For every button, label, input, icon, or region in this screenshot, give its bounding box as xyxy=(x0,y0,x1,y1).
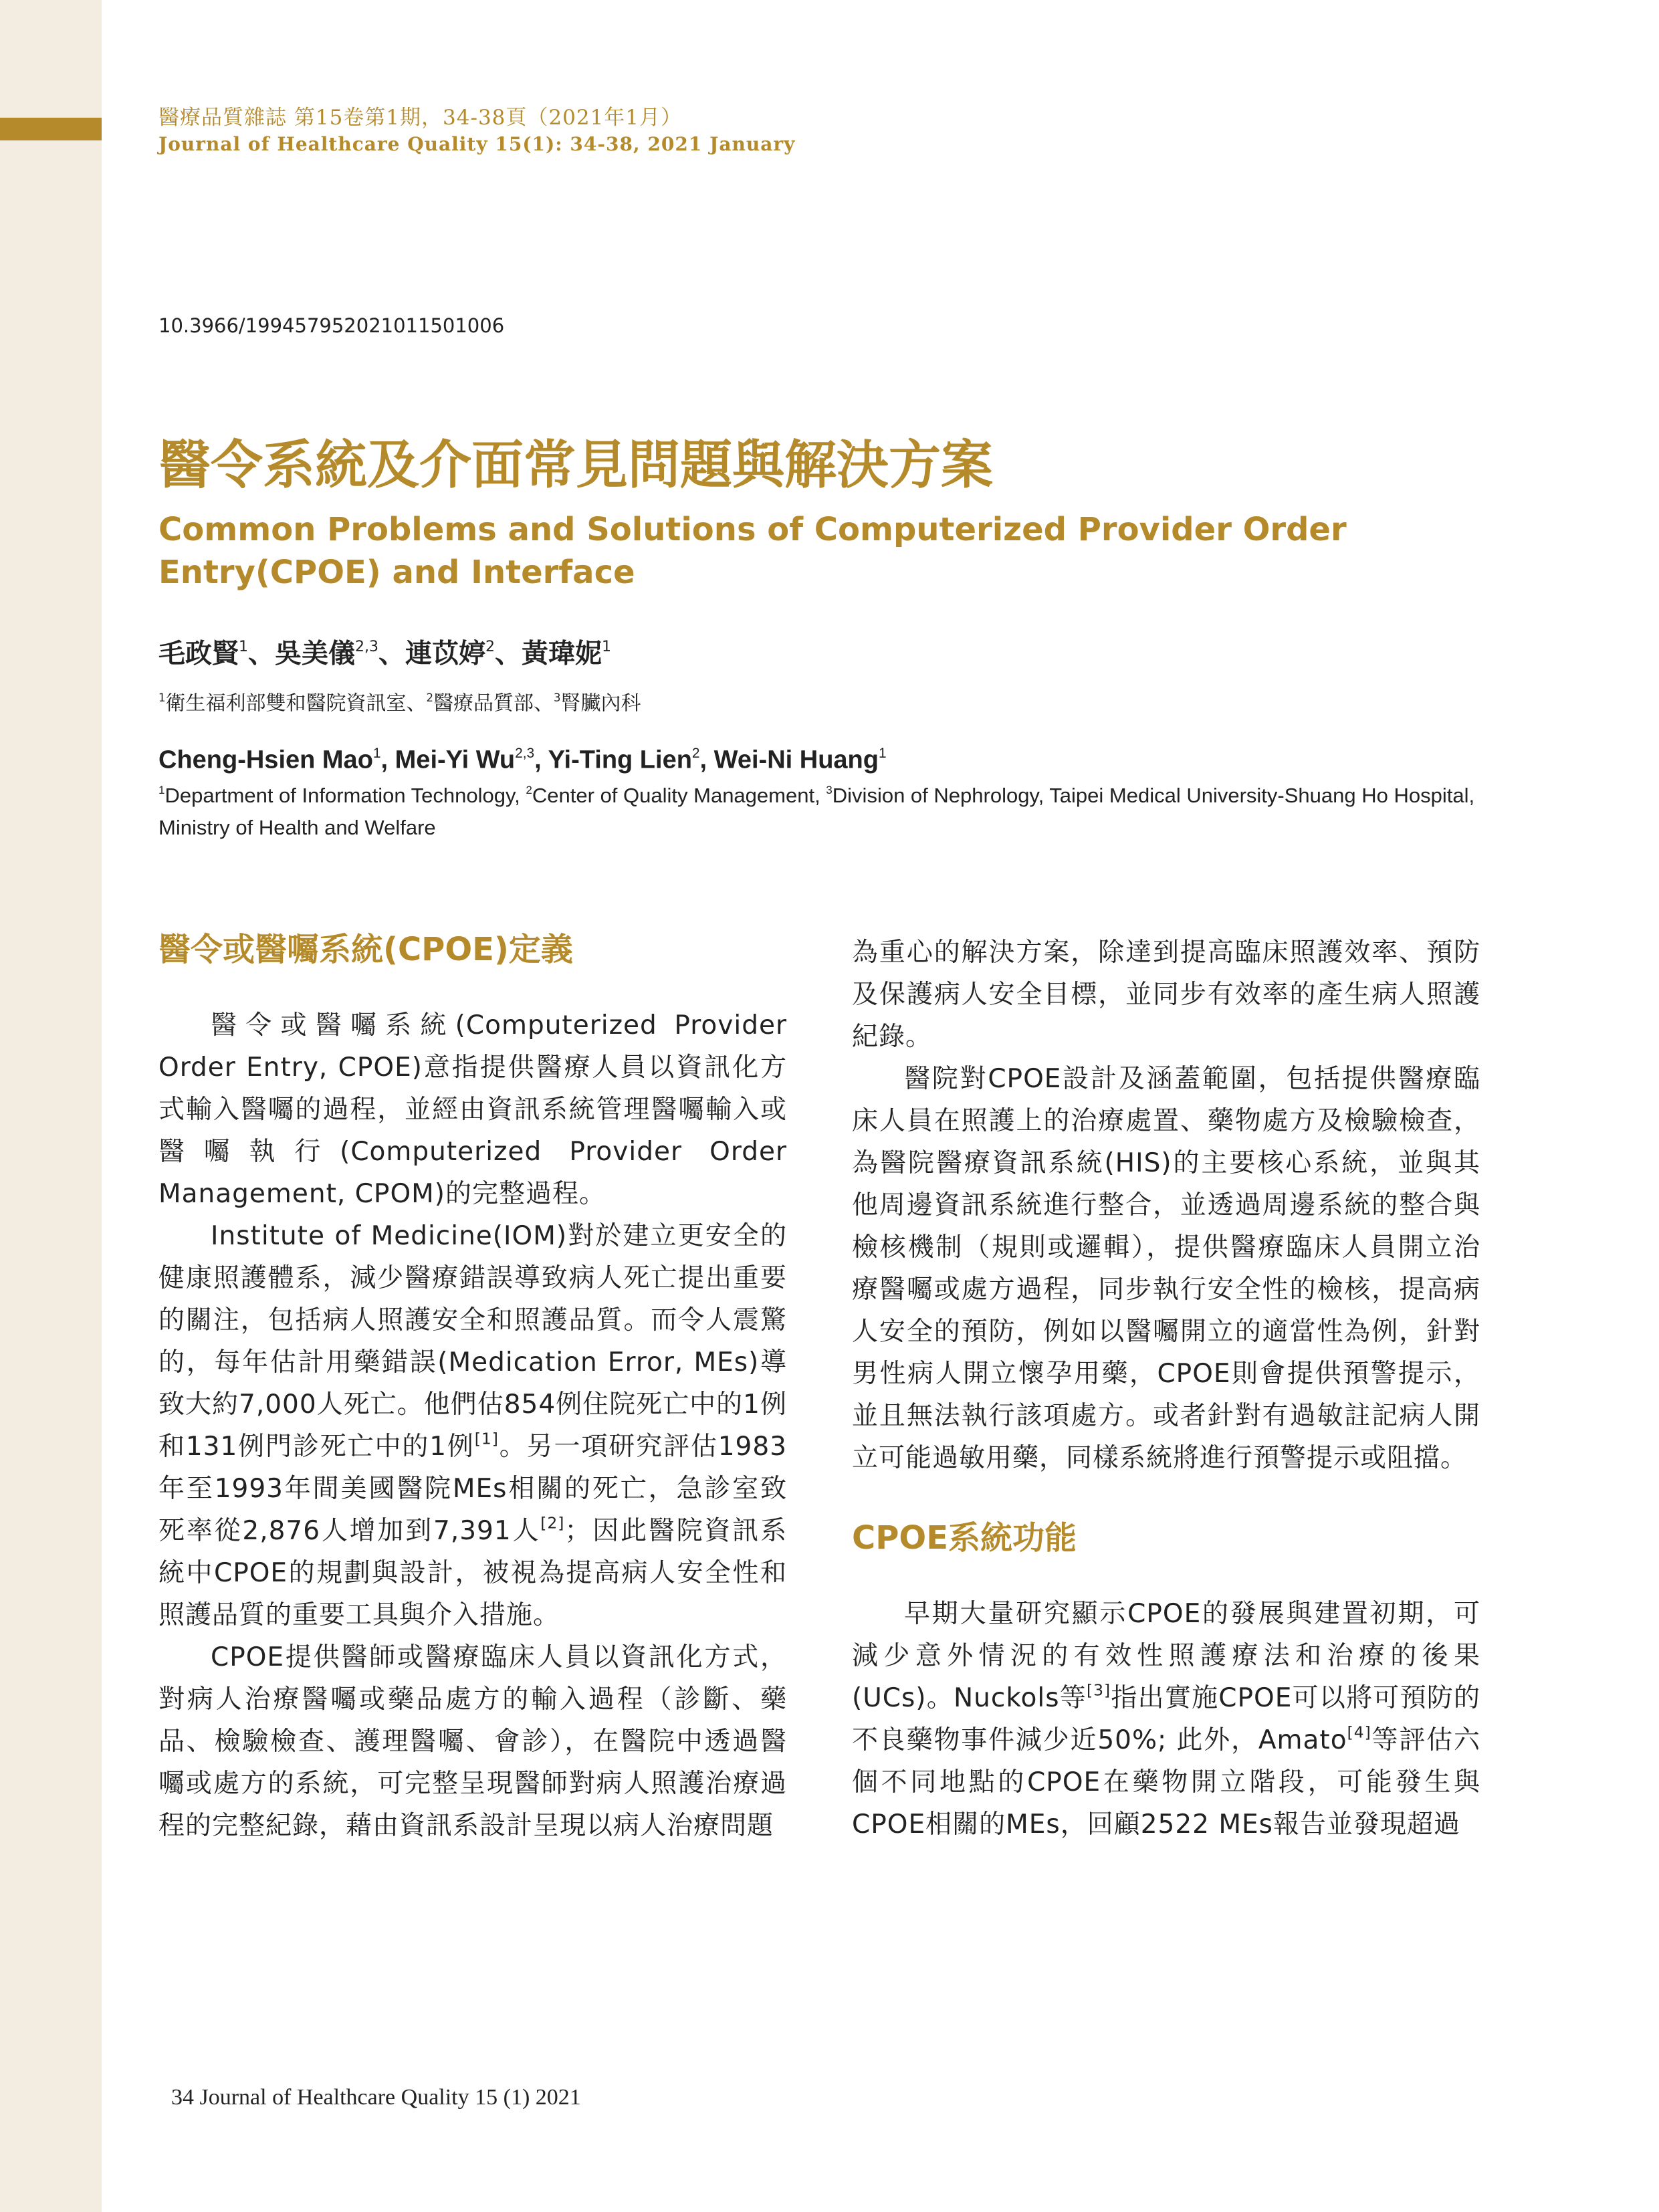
journal-citation-zh: 醫療品質雜誌 第15卷第1期，34-38頁（2021年1月） xyxy=(158,106,683,130)
paragraph-continued: 為重心的解決方案，除達到提高臨床照護效率、預防及保護病人安全目標，並同步有效率的產生病人照護紀錄。 xyxy=(852,937,1480,1052)
journal-header xyxy=(158,103,1028,156)
column-left xyxy=(158,929,787,1847)
affil-sup: 3 xyxy=(554,691,561,704)
page-footer: 34 Journal of Healthcare Quality 15 (1) 2021 xyxy=(171,2085,581,2110)
author-name: 連苡婷 xyxy=(405,638,485,669)
paragraph xyxy=(158,1215,787,1636)
title-en: Common Problems and Solutions of Computerized Provider Order Entry(CPOE) and Interface xyxy=(158,511,1347,591)
accent-bar xyxy=(0,118,102,140)
author-name: Cheng-Hsien Mao xyxy=(158,746,373,774)
paragraph: 醫令或醫囑系統(Computerized Provider Order Entry, CPOE)意指提供醫療人員以資訊化方式輸入醫囑的過程，並經由資訊系統管理醫囑輸入或醫囑執行(Computerized Provider Order Management, CPOM)的完整過程。 xyxy=(158,1010,787,1209)
affiliations-en xyxy=(158,774,1482,844)
affiliations-zh xyxy=(158,683,641,718)
author-separator: 、 xyxy=(378,638,405,669)
paragraph xyxy=(852,1593,1480,1846)
authors-en: Cheng-Hsien Mao$^1$, Mei-Yi Wu$^{2,3}$, Yi-Ting Lien$^2$, Wei-Ni Huang$^1$ xyxy=(158,746,887,774)
author-sup: 1 xyxy=(602,639,611,655)
paragraph: 醫院對CPOE設計及涵蓋範圍，包括提供醫療臨床人員在照護上的治療處置、藥物處方及檢驗檢查，為醫院醫療資訊系統(HIS)的主要核心系統，並與其他周邊資訊系統進行整合，並透過周邊系統的整合與檢核機制（規則或邏輯），提供醫療臨床人員開立治療醫囑或處方過程，同步執行安全性的檢核，提高病人安全的預防，例如以醫囑開立的適當性為例，針對男性病人開立懷孕用藥，CPOE則會提供預警提示，並且無法執行該項處方。或者針對有過敏註記病人開立可能過敏用藥，同樣系統將進行預警提示或阻擋。 xyxy=(852,1064,1480,1473)
affil-sup: 2 xyxy=(526,784,532,796)
paragraph-text: Institute of Medicine(IOM)對於建立更安全的健康照護體系，減少醫療錯誤導致病人死亡提出重要的關注，包括病人照護安全和照護品質。而令人震驚的，每年估計用藥錯誤(Medication Error, MEs)導致大約7,000人死亡。他們估854例住院死亡中的1例和131例門診死亡中的1例 xyxy=(158,1221,787,1462)
affil-text: 腎臟內科 xyxy=(560,691,641,715)
affil-text: Center of Quality Management, xyxy=(532,783,826,807)
author-name: 毛政賢 xyxy=(158,638,239,669)
author-separator: 、 xyxy=(248,638,275,669)
affil-sup: 3 xyxy=(826,784,833,796)
citation-ref[interactable]: [3] xyxy=(1087,1680,1111,1700)
citation-ref[interactable]: [1] xyxy=(474,1429,499,1448)
affil-sup: 2 xyxy=(426,691,433,704)
author-sup: 2,3 xyxy=(515,746,535,761)
column-right xyxy=(852,931,1480,1846)
affil-text: Department of Information Technology, xyxy=(164,783,526,807)
section-heading-cpoe-definition: 醫令或醫囑系統(CPOE)定義 xyxy=(158,931,573,968)
paragraph-text: ；因此醫院資訊系統中CPOE的規劃與設計，被視為提高病人安全性和照護品質的重要工具與介入措施。 xyxy=(158,1516,787,1630)
author-sup: 1 xyxy=(372,746,381,761)
section-heading-cpoe-functions: CPOE系統功能 xyxy=(852,1519,1077,1557)
authors-zh xyxy=(158,629,611,673)
affil-sup: 1 xyxy=(158,691,166,704)
citation-ref[interactable]: [4] xyxy=(1347,1723,1371,1742)
author-sup: 1 xyxy=(878,746,887,761)
author-sup: 1 xyxy=(239,639,248,655)
author-separator: 、 xyxy=(495,638,522,669)
affil-separator: 、 xyxy=(534,691,554,715)
author-name: 吳美儀 xyxy=(275,638,355,669)
author-sup: 2 xyxy=(485,639,495,655)
affil-separator: 、 xyxy=(406,691,427,715)
journal-citation-en: Journal of Healthcare Quality 15(1): 34-38, 2021 January xyxy=(158,133,796,155)
paragraph-text: 等評估六個不同地點的CPOE在藥物開立階段，可能發生與CPOE相關的MEs，回顧2522 MEs報告並發現超過 xyxy=(852,1725,1480,1840)
affil-sup: 1 xyxy=(158,784,165,796)
affil-text: Division of Nephrology, Taipei Medical University-Shuang Ho Hospital, Ministry of Health and Welfare xyxy=(158,783,1475,839)
author-name: Yi-Ting Lien xyxy=(548,746,692,774)
author-sup: 2,3 xyxy=(355,639,378,655)
paragraph-text: 。另一項研究評估1983年至1993年間美國醫院MEs相關的死亡，急診室致死率從2,876人增加到7,391人 xyxy=(158,1432,787,1546)
paragraph-text: 早期大量研究顯示CPOE的發展與建置初期，可減少意外情況的有效性照護療法和治療的後果(UCs)。Nuckols等 xyxy=(852,1599,1480,1713)
paragraph-text: 指出實施CPOE可以將可預防的不良藥物事件減少近50%; 此外，Amato xyxy=(852,1683,1480,1755)
author-name: Mei-Yi Wu xyxy=(395,746,516,774)
citation-ref[interactable]: [2] xyxy=(540,1513,565,1533)
title-zh: 醫令系統及介面常見問題與解決方案 xyxy=(158,435,994,495)
side-band xyxy=(0,0,102,2212)
author-name: Wei-Ni Huang xyxy=(713,746,879,774)
paragraph: CPOE提供醫師或醫療臨床人員以資訊化方式，對病人治療醫囑或藥品處方的輸入過程（診斷、藥品、檢驗檢查、護理醫囑、會診），在醫院中透過醫囑或處方的系統，可完整呈現醫師對病人照護治療過程的完整紀錄，藉由資訊系設計呈現以病人治療問題 xyxy=(158,1642,787,1841)
affil-text: 醫療品質部 xyxy=(433,691,534,715)
doi[interactable]: 10.3966/199457952021011501006 xyxy=(158,314,505,337)
author-name: 黃瑋妮 xyxy=(522,638,602,669)
author-sup: 2 xyxy=(691,746,700,761)
affil-text: 衛生福利部雙和醫院資訊室 xyxy=(165,691,407,715)
